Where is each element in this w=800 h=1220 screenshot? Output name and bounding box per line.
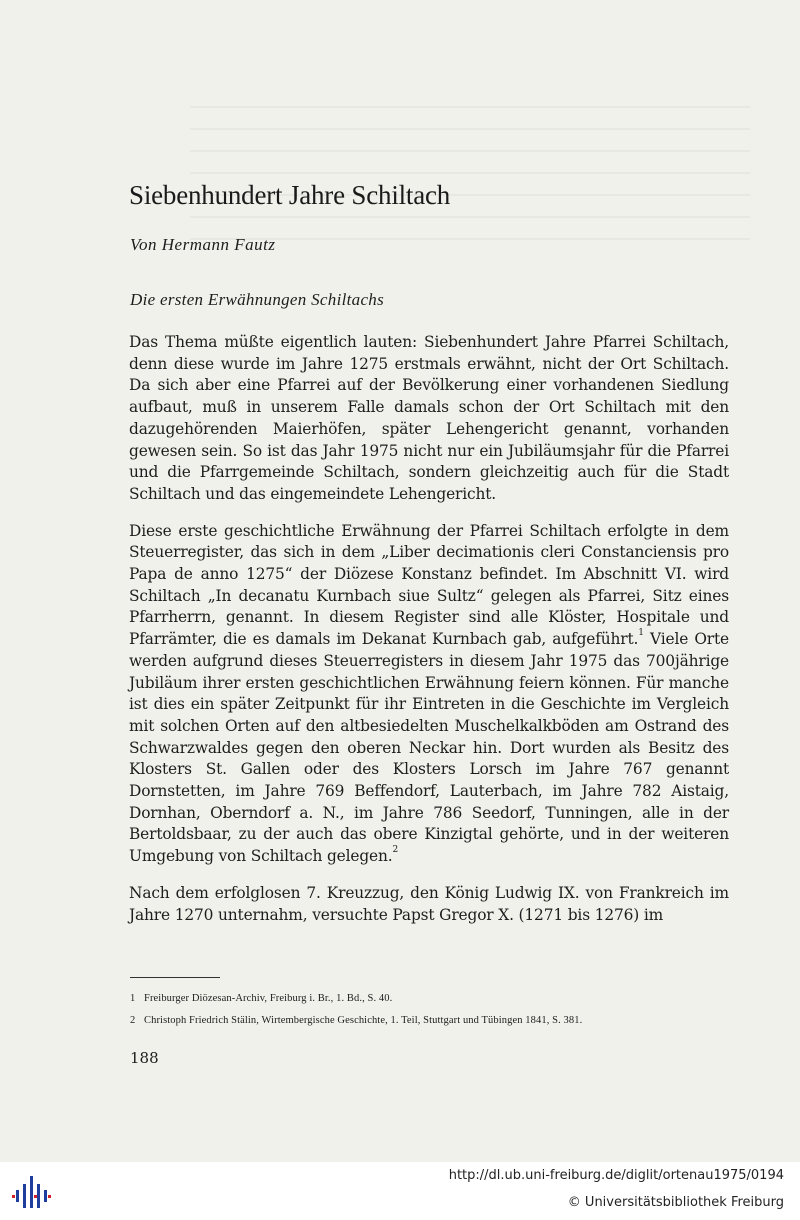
permalink-url[interactable]: http://dl.ub.uni-freiburg.de/diglit/ortenau1975/0194 bbox=[448, 1168, 784, 1183]
body-text bbox=[129, 332, 729, 926]
page-number: 188 bbox=[130, 1049, 159, 1067]
footnote-number: 1 bbox=[130, 993, 136, 1004]
footnote-text: Christoph Friedrich Stälin, Wirtembergische Geschichte, 1. Teil, Stuttgart und Tübingen 1841, S. 381. bbox=[144, 1015, 583, 1026]
footnote-text: Freiburger Diözesan-Archiv, Freiburg i. Br., 1. Bd., S. 40. bbox=[144, 993, 393, 1004]
paragraph-2-part-a: Diese erste geschichtliche Erwähnung der Pfarrei Schiltach erfolgte in dem Steuerregister, das sich in dem „Liber decimationis cleri Constanciensis pro Papa de anno 1275“ der Diözese Konstanz befindet. Im Abschnitt VI. wird Schiltach „In decanatu Kurnbach siue Sultz“ gelegen als Pfarrei, Sitz eines Pfarrherrn, genannt. In diesem Register sind alle Klöster, Hospitale und Pfarrämter, die es damals im Dekanat Kurnbach gab, aufgeführt. bbox=[129, 521, 729, 649]
author-line: Von Hermann Fautz bbox=[130, 235, 276, 254]
section-heading: Die ersten Erwähnungen Schiltachs bbox=[130, 290, 385, 309]
footnote-1 bbox=[130, 988, 730, 1010]
footnotes bbox=[130, 988, 730, 1032]
ub-freiburg-logo-icon bbox=[12, 1172, 52, 1212]
footnote-ref-2: 2 bbox=[392, 845, 399, 856]
paragraph-2 bbox=[129, 521, 729, 868]
paragraph-2-part-b: Viele Orte werden aufgrund dieses Steuerregisters in diesem Jahr 1975 das 700jährige Jubiläum ihrer ersten geschichtlichen Erwähnung feiern können. Für manche ist dies ein später Zeitpunkt für ihr Eintreten in die Geschichte im Vergleich mit solchen Orten auf den altbesiedelten Muschelkalkböden am Ostrand des Schwarzwaldes gegen den oberen Neckar hin. Dort wurden als Besitz des Klosters St. Gallen oder des Klosters Lorsch im Jahre 767 genannt Dornstetten, im Jahre 769 Beffendorf, Lauterbach, im Jahre 782 Aistaig, Dornhan, Oberndorf a. N., im Jahre 786 Seedorf, Tunningen, alle in der Bertoldsbaar, zu der auch das obere Kinzigtal gehörte, und in der weiteren Umgebung von Schiltach gelegen. bbox=[129, 630, 729, 866]
footnote-divider bbox=[130, 977, 220, 978]
footnote-number: 2 bbox=[130, 1015, 136, 1026]
paragraph-3: Nach dem erfolglosen 7. Kreuzzug, den König Ludwig IX. von Frankreich im Jahre 1270 unternahm, versuchte Papst Gregor X. (1271 bis 1276) im bbox=[129, 883, 729, 924]
article-title: Siebenhundert Jahre Schiltach bbox=[129, 180, 451, 210]
paragraph-1: Das Thema müßte eigentlich lauten: Siebenhundert Jahre Pfarrei Schiltach, denn diese wurde im Jahre 1275 erstmals erwähnt, nicht der Ort Schiltach. Da sich aber eine Pfarrei auf der Bevölkerung einer vorhandenen Siedlung aufbaut, muß in unserem Falle damals schon der Ort Schiltach mit den dazugehörenden Maierhöfen, später Lehengericht genannt, vorhanden gewesen sein. So ist das Jahr 1975 nicht nur ein Jubiläumsjahr für die Pfarrei und die Pfarrgemeinde Schiltach, sondern gleichzeitig auch für die Stadt Schiltach und das eingemeindete Lehengericht. bbox=[129, 333, 729, 503]
footnote-ref-1: 1 bbox=[638, 628, 644, 639]
library-footer bbox=[0, 1162, 800, 1220]
copyright-notice: © Universitätsbibliothek Freiburg bbox=[567, 1195, 784, 1210]
footnote-2 bbox=[130, 1010, 730, 1032]
bleed-through-texture bbox=[190, 90, 750, 240]
